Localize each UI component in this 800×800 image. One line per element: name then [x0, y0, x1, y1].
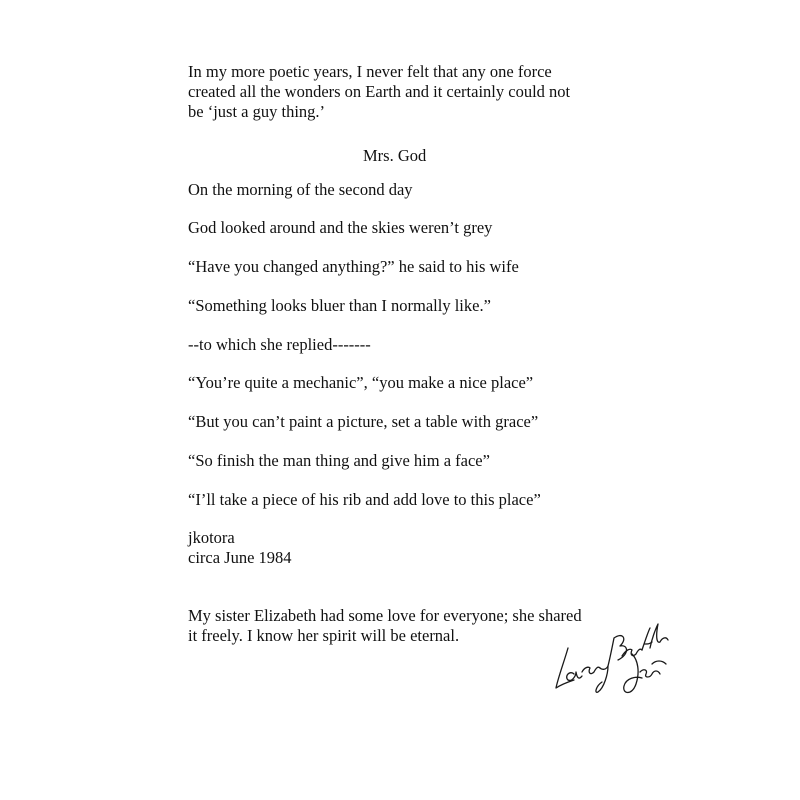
poem-line-3: “Have you changed anything?” he said to his wife	[188, 257, 519, 276]
poem-line-6: “You’re quite a mechanic”, “you make a nice place”	[188, 373, 534, 392]
poem-line-5: --to which she replied-------	[188, 335, 371, 354]
dedication-line-1: My sister Elizabeth had some love for everyone; she shared	[188, 606, 582, 625]
intro-line-3: be ‘just a guy thing.’	[188, 102, 326, 121]
poem-line-2: God looked around and the skies weren’t grey	[188, 218, 493, 237]
poem-line-8: “So finish the man thing and give him a face”	[188, 451, 490, 470]
poem-line-4: “Something looks bluer than I normally like.”	[188, 296, 491, 315]
poem-line-1: On the morning of the second day	[188, 180, 413, 199]
intro-line-1: In my more poetic years, I never felt that any one force	[188, 62, 552, 81]
poem-title: Mrs. God	[363, 146, 427, 165]
intro-line-2: created all the wonders on Earth and it certainly could not	[188, 82, 571, 101]
author-date: circa June 1984	[188, 548, 292, 567]
handwritten-signature	[552, 614, 672, 704]
poem-line-7: “But you can’t paint a picture, set a table with grace”	[188, 412, 539, 431]
author-name: jkotora	[188, 528, 235, 547]
poem-line-9: “I’ll take a piece of his rib and add love to this place”	[188, 490, 541, 509]
dedication-line-2: it freely. I know her spirit will be eternal.	[188, 626, 460, 645]
